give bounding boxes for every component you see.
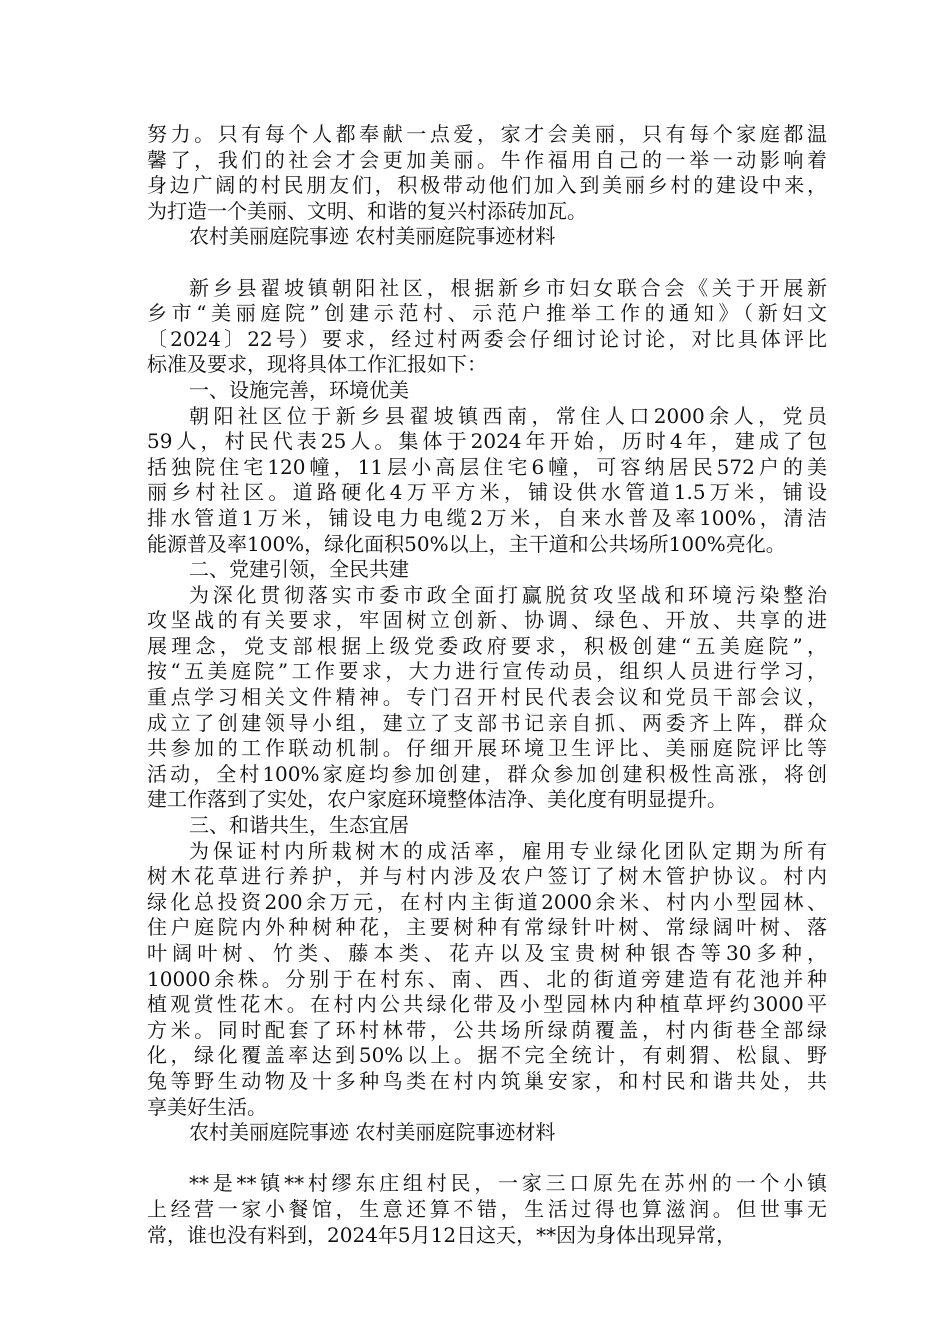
- text-line: 常，谁也没有料到，2024年5月12日这天，**因为身体出现异常，: [147, 1222, 737, 1247]
- text-line: 农村美丽庭院事迹 农村美丽庭院事迹材料: [189, 1120, 556, 1145]
- paragraph: [147, 583, 827, 813]
- text-line: 为打造一个美丽、文明、和谐的复兴村添砖加瓦。: [147, 198, 587, 223]
- text-line: 一、设施完善，环境优美: [189, 377, 409, 402]
- text-line: 乡市“美丽庭院”创建示范村、示范户推举工作的通知》（新妇文: [147, 301, 827, 326]
- text-line: 植观赏性花木。在村内公共绿化带及小型园林内种植草坪约3000平: [147, 992, 827, 1017]
- text-line: 59人，村民代表25人。集体于2024年开始，历时4年，建成了包: [147, 429, 827, 454]
- text-line: 住户庭院内外种树种花，主要树种有常绿针叶树、常绿阔叶树、落: [147, 915, 827, 940]
- section-heading: [147, 378, 827, 404]
- text-line: 身边广阔的村民朋友们，积极带动他们加入到美丽乡村的建设中来，: [147, 173, 827, 198]
- text-line: 10000余株。分别于在村东、南、西、北的街道旁建造有花池并种: [147, 966, 827, 991]
- text-line: 攻坚战的有关要求，牢固树立创新、协调、绿色、开放、共享的进: [147, 608, 827, 633]
- text-line: 树木花草进行养护，并与村内涉及农户签订了树木管护协议。村内: [147, 864, 827, 889]
- blank-line: [147, 1146, 827, 1172]
- text-line: 丽乡村社区。道路硬化4万平方米，铺设供水管道1.5万米，铺设: [147, 480, 827, 505]
- text-line: 按“五美庭院”工作要求，大力进行宣传动员，组织人员进行学习，: [147, 659, 827, 684]
- section-heading: [147, 557, 827, 583]
- document-page: [147, 122, 827, 1248]
- text-line: 活动，全村100%家庭均参加创建，群众参加创建积极性高涨，将创: [147, 761, 827, 786]
- paragraph: [147, 1171, 827, 1248]
- text-line: 〔2024〕22号）要求，经过村两委会仔细讨论讨论，对比具体评比: [147, 326, 827, 351]
- text-line: **是**镇**村缪东庄组村民，一家三口原先在苏州的一个小镇: [189, 1171, 827, 1196]
- paragraph: [147, 122, 827, 224]
- text-line: 方米。同时配套了环村林带，公共场所绿荫覆盖，村内街巷全部绿: [147, 1017, 827, 1042]
- text-line: 馨了，我们的社会才会更加美丽。牛作福用自己的一举一动影响着: [147, 147, 827, 172]
- text-line: 排水管道1万米，铺设电力电缆2万米，自来水普及率100%，清洁: [147, 505, 827, 530]
- text-line: 括独院住宅120幢，11层小高层住宅6幢，可容纳居民572户的美: [147, 454, 827, 479]
- text-line: 展理念，党支部根据上级党委政府要求，积极创建“五美庭院”，: [147, 633, 827, 658]
- text-line: 三、和谐共生，生态宜居: [189, 813, 409, 838]
- text-line: 农村美丽庭院事迹 农村美丽庭院事迹材料: [189, 224, 556, 249]
- text-line: 建工作落到了实处，农户家庭环境整体洁净、美化度有明显提升。: [147, 787, 727, 812]
- text-line: 朝阳社区位于新乡县翟坡镇西南，常住人口2000余人，党员: [189, 403, 827, 428]
- text-line: 绿化总投资200余万元，在村内主街道2000余米、村内小型园林、: [147, 889, 827, 914]
- text-line: 兔等野生动物及十多种鸟类在村内筑巢安家，和村民和谐共处，共: [147, 1068, 827, 1093]
- text-line: 成立了创建领导小组，建立了支部书记亲自抓、两委齐上阵，群众: [147, 710, 827, 735]
- text-line: 上经营一家小餐馆，生意还算不错，生活过得也算滋润。但世事无: [147, 1196, 827, 1221]
- section-heading: [147, 224, 827, 250]
- text-line: 化，绿化覆盖率达到50%以上。据不完全统计，有刺猬、松鼠、野: [147, 1043, 827, 1068]
- text-line: 为保证村内所栽树木的成活率，雇用专业绿化团队定期为所有: [189, 838, 827, 863]
- text-line: 享美好生活。: [147, 1094, 267, 1119]
- text-line: 努力。只有每个人都奉献一点爱，家才会美丽，只有每个家庭都温: [147, 122, 827, 146]
- text-line: 为深化贯彻落实市委市政全面打赢脱贫攻坚战和环境污染整治: [189, 582, 827, 607]
- text-line: 标准及要求，现将具体工作汇报如下：: [147, 352, 487, 377]
- section-heading: [147, 813, 827, 839]
- text-line: 二、党建引领，全民共建: [189, 557, 409, 582]
- blank-line: [147, 250, 827, 276]
- paragraph: [147, 276, 827, 378]
- section-heading: [147, 1120, 827, 1146]
- paragraph: [147, 839, 827, 1121]
- text-line: 重点学习相关文件精神。专门召开村民代表会议和党员干部会议，: [147, 685, 827, 710]
- text-line: 新乡县翟坡镇朝阳社区，根据新乡市妇女联合会《关于开展新: [189, 275, 827, 300]
- text-line: 叶阔叶树、竹类、藤本类、花卉以及宝贵树种银杏等30多种，: [147, 941, 827, 965]
- text-line: 能源普及率100%，绿化面积50%以上，主干道和公共场所100%亮化。: [147, 531, 786, 556]
- text-line: 共参加的工作联动机制。仔细开展环境卫生评比、美丽庭院评比等: [147, 736, 827, 761]
- paragraph: [147, 404, 827, 558]
